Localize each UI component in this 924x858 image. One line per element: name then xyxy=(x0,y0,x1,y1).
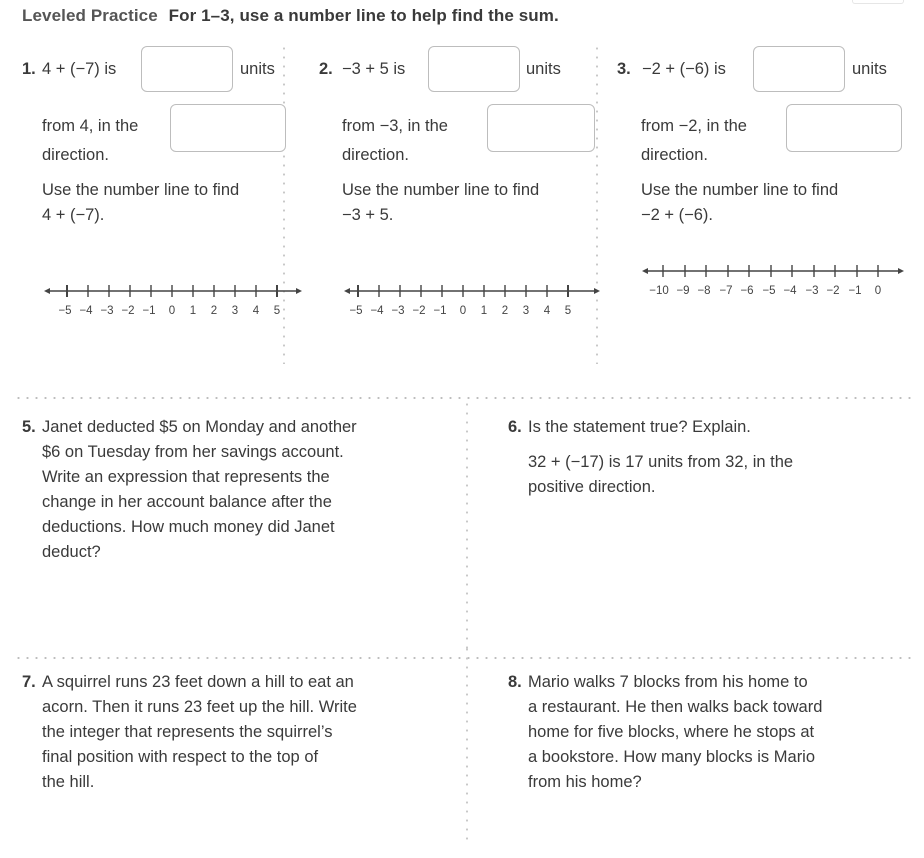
svg-text:−1: −1 xyxy=(433,305,447,317)
problem-5-line: deduct? xyxy=(42,543,101,561)
problem-1-from-text: from 4, in the xyxy=(42,117,139,135)
problem-8-number: 8. xyxy=(508,673,522,691)
problem-2-find-expr: −3 + 5. xyxy=(342,206,394,224)
problem-6-text xyxy=(528,415,908,500)
problem-8-line: home for five blocks, where he stops at xyxy=(528,723,815,741)
problem-5-line: $6 on Tuesday from her savings account. xyxy=(42,443,344,461)
problem-5-line: deductions. How much money did Janet xyxy=(42,518,335,536)
problem-2-use-text: Use the number line to find xyxy=(342,181,540,199)
svg-text:−5: −5 xyxy=(349,305,363,317)
problem-1-units-input[interactable] xyxy=(141,46,233,92)
section-divider-2 xyxy=(14,657,912,659)
problem-5-text xyxy=(42,415,452,565)
instruction-text: For 1–3, use a number line to help find the sum. xyxy=(168,6,559,25)
problem-2-number-line xyxy=(344,282,602,322)
problem-7-line: the hill. xyxy=(42,773,95,791)
problem-8-text xyxy=(528,670,918,795)
problem-6 xyxy=(508,415,908,500)
problem-2-direction-input[interactable] xyxy=(487,104,595,152)
problem-2-from-text: from −3, in the xyxy=(342,117,448,135)
svg-text:−2: −2 xyxy=(121,305,135,317)
svg-text:0: 0 xyxy=(459,305,467,317)
problem-6-number: 6. xyxy=(508,418,522,436)
svg-text:5: 5 xyxy=(273,305,281,317)
problem-3-number-line xyxy=(642,262,904,302)
problem-3-direction-text: direction. xyxy=(641,146,708,164)
svg-text:−5: −5 xyxy=(762,285,776,297)
problem-1-units-label: units xyxy=(240,60,275,78)
svg-text:4: 4 xyxy=(543,305,551,317)
svg-text:−9: −9 xyxy=(676,285,690,297)
svg-text:−8: −8 xyxy=(697,285,711,297)
svg-text:−4: −4 xyxy=(370,305,384,317)
problem-7-number: 7. xyxy=(22,673,36,691)
problem-1-direction-input[interactable] xyxy=(170,104,286,152)
svg-text:−5: −5 xyxy=(58,305,72,317)
svg-text:0: 0 xyxy=(168,305,176,317)
problem-8-line: a restaurant. He then walks back toward xyxy=(528,698,823,716)
problem-2-units-input[interactable] xyxy=(428,46,520,92)
problem-8 xyxy=(508,670,918,795)
svg-text:−3: −3 xyxy=(391,305,405,317)
section-divider-1 xyxy=(14,397,912,399)
svg-text:−1: −1 xyxy=(142,305,156,317)
problem-5-line: Write an expression that represents the xyxy=(42,468,330,486)
svg-text:−6: −6 xyxy=(740,285,754,297)
problem-8-line: from his home? xyxy=(528,773,642,791)
svg-text:3: 3 xyxy=(522,305,530,317)
problem-7-line: final position with respect to the top of xyxy=(42,748,319,766)
problem-1-number: 1. xyxy=(22,60,36,78)
problem-1-expression: 4 + (−7) is xyxy=(42,60,117,78)
problem-3-use-text: Use the number line to find xyxy=(641,181,839,199)
number-line-graphic xyxy=(642,262,904,302)
svg-text:−1: −1 xyxy=(848,285,862,297)
problem-3-expression: −2 + (−6) is xyxy=(642,60,726,78)
svg-text:1: 1 xyxy=(480,305,488,317)
problem-5 xyxy=(22,415,452,565)
svg-text:−4: −4 xyxy=(783,285,797,297)
svg-text:−7: −7 xyxy=(719,285,733,297)
page-heading xyxy=(22,6,559,26)
svg-text:−3: −3 xyxy=(100,305,114,317)
column-divider-3 xyxy=(466,400,468,650)
problem-1-use-text: Use the number line to find xyxy=(42,181,240,199)
problem-3-units-label: units xyxy=(852,60,887,78)
problem-1-number-line xyxy=(44,282,302,322)
svg-text:−4: −4 xyxy=(79,305,93,317)
problem-3-find-expr: −2 + (−6). xyxy=(641,206,714,224)
leveled-practice-label: Leveled Practice xyxy=(22,6,158,25)
problem-6-statement-line: 32 + (−17) is 17 units from 32, in the xyxy=(528,453,794,471)
problem-3-direction-input[interactable] xyxy=(786,104,902,152)
svg-text:−10: −10 xyxy=(649,285,669,297)
svg-text:4: 4 xyxy=(252,305,260,317)
svg-text:0: 0 xyxy=(874,285,882,297)
problem-3-units-input[interactable] xyxy=(753,46,845,92)
problem-7-line: A squirrel runs 23 feet down a hill to eat an xyxy=(42,673,354,691)
svg-text:−3: −3 xyxy=(805,285,819,297)
svg-text:−2: −2 xyxy=(826,285,840,297)
problem-2-direction-text: direction. xyxy=(342,146,409,164)
problem-8-line: Mario walks 7 blocks from his home to xyxy=(528,673,808,691)
svg-text:5: 5 xyxy=(564,305,572,317)
problem-2-number: 2. xyxy=(319,60,333,78)
problem-7 xyxy=(22,670,462,795)
problem-5-line: change in her account balance after the xyxy=(42,493,332,511)
problem-5-number: 5. xyxy=(22,418,36,436)
problem-6-statement-line: positive direction. xyxy=(528,478,656,496)
problem-2-units-label: units xyxy=(526,60,561,78)
number-line-graphic xyxy=(44,282,302,322)
problem-3-from-text: from −2, in the xyxy=(641,117,747,135)
problem-1-find-expr: 4 + (−7). xyxy=(42,206,105,224)
number-line-graphic xyxy=(344,282,602,322)
svg-text:−2: −2 xyxy=(412,305,426,317)
problem-3-number: 3. xyxy=(617,60,631,78)
corner-mark xyxy=(852,0,904,4)
svg-text:2: 2 xyxy=(210,305,218,317)
problem-1-direction-text: direction. xyxy=(42,146,109,164)
problem-6-line: Is the statement true? Explain. xyxy=(528,418,751,436)
problem-8-line: a bookstore. How many blocks is Mario xyxy=(528,748,816,766)
problem-2-expression: −3 + 5 is xyxy=(342,60,406,78)
problem-5-line: Janet deducted $5 on Monday and another xyxy=(42,418,357,436)
column-divider-4 xyxy=(466,645,468,840)
svg-text:2: 2 xyxy=(501,305,509,317)
problem-7-line: acorn. Then it runs 23 feet up the hill. Write xyxy=(42,698,357,716)
problem-7-text xyxy=(42,670,462,795)
problem-7-line: the integer that represents the squirrel’s xyxy=(42,723,333,741)
svg-text:1: 1 xyxy=(189,305,197,317)
svg-text:3: 3 xyxy=(231,305,239,317)
